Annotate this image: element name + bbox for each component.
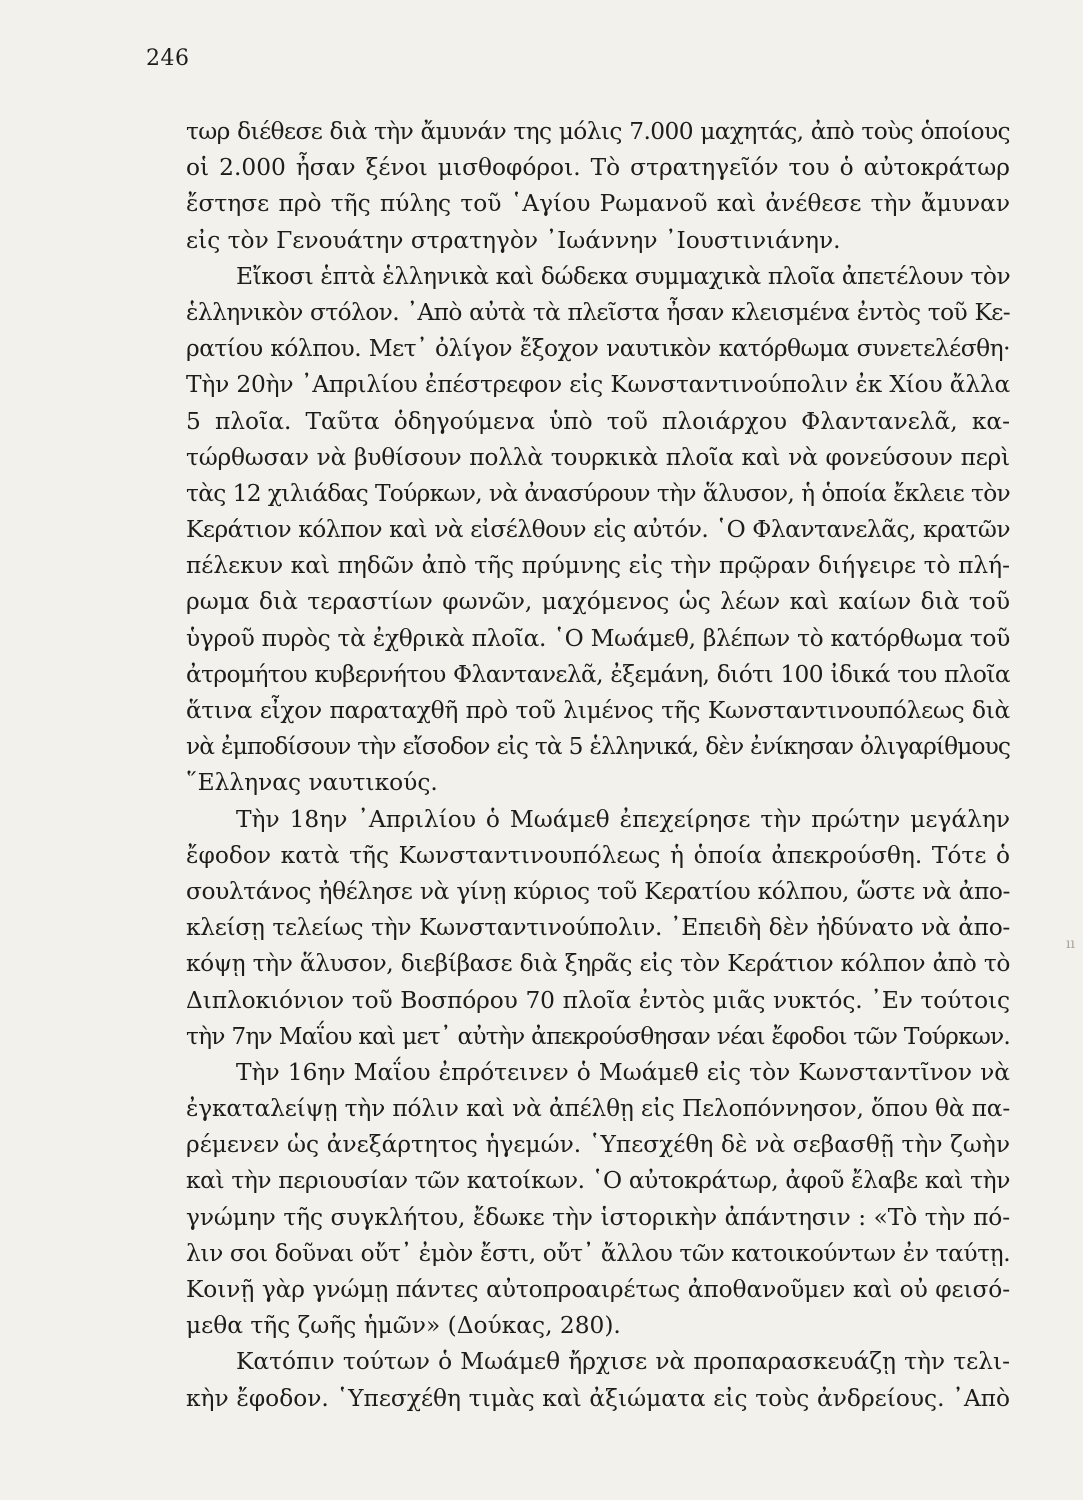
text-line: ὑγροῦ πυρὸς τὰ ἐχθρικὰ πλοῖα. ῾Ο Μωάμεθ, βλέπων τὸ κατόρθωμα τοῦ xyxy=(186,624,1010,652)
text-line: Κατόπιν τούτων ὁ Μωάμεθ ἤρχισε νὰ προπαρασκευάζῃ τὴν τελι- xyxy=(236,1348,1010,1376)
page-number: 246 xyxy=(146,46,190,71)
text-line: Τὴν 18ην ᾿Απριλίου ὁ Μωάμεθ ἐπεχείρησε τὴν πρώτην μεγάλην xyxy=(236,805,1010,833)
text-line: τώρθωσαν νὰ βυθίσουν πολλὰ τουρκικὰ πλοῖα καὶ νὰ φονεύσουν περὶ xyxy=(186,443,1010,471)
text-line: ρατίου κόλπου. Μετ᾿ ὀλίγον ἔξοχον ναυτικὸν κατόρθωμα συνετελέσθη· xyxy=(186,335,1010,363)
text-line: 5 πλοῖα. Ταῦτα ὁδηγούμενα ὑπὸ τοῦ πλοιάρχου Φλαντανελᾶ, κα- xyxy=(186,407,1010,435)
text-line: Τὴν 16ην Μαΐου ἐπρότεινεν ὁ Μωάμεθ εἰς τὸν Κωνσταντῖνον νὰ xyxy=(236,1058,1010,1086)
text-line: κόψῃ τὴν ἅλυσον, διεβίβασε διὰ ξηρᾶς εἰς τὸν Κεράτιον κόλπον ἀπὸ τὸ xyxy=(186,950,1010,978)
text-line: εἰς τὸν Γενουάτην στρατηγὸν ᾿Ιωάννην ᾿Ιουστινιάνην. xyxy=(186,226,841,254)
text-line: ρέμενεν ὡς ἀνεξάρτητος ἡγεμών. ῾Υπεσχέθη δὲ νὰ σεβασθῇ τὴν ζωὴν xyxy=(186,1131,1010,1159)
text-line: γνώμην τῆς συγκλήτου, ἔδωκε τὴν ἱστορικὴν ἀπάντησιν : «Τὸ τὴν πό- xyxy=(186,1203,1010,1231)
text-line: κὴν ἔφοδον. ῾Υπεσχέθη τιμὰς καὶ ἀξιώματα εἰς τοὺς ἀνδρείους. ᾿Απὸ xyxy=(186,1384,1010,1412)
text-line: τωρ διέθεσε διὰ τὴν ἄμυνάν της μόλις 7.000 μαχητάς, ἀπὸ τοὺς ὁποίους xyxy=(186,118,1010,145)
text-line: ἑλληνικὸν στόλον. ᾿Απὸ αὐτὰ τὰ πλεῖστα ἦσαν κλεισμένα ἐντὸς τοῦ Κε- xyxy=(186,298,1010,326)
text-line: νὰ ἐμποδίσουν τὴν εἴσοδον εἰς τὰ 5 ἑλληνικά, δὲν ἐνίκησαν ὀλιγαρίθμους xyxy=(186,733,1010,761)
text-line: τὰς 12 χιλιάδας Τούρκων, νὰ ἀνασύρουν τὴν ἅλυσον, ἡ ὁποία ἔκλειε τὸν xyxy=(186,479,1010,507)
text-line: ἀτρομήτου κυβερνήτου Φλαντανελᾶ, ἐξεμάνη, διότι 100 ἰδικά του πλοῖα xyxy=(186,660,1010,688)
text-line: Διπλοκιόνιον τοῦ Βοσπόρου 70 πλοῖα ἐντὸς μιᾶς νυκτός. ᾿Εν τούτοις xyxy=(186,986,1010,1014)
text-line: σουλτάνος ἠθέλησε νὰ γίνῃ κύριος τοῦ Κερατίου κόλπου, ὥστε νὰ ἀπο- xyxy=(186,877,1010,905)
text-line: Τὴν 20ὴν ᾿Απριλίου ἐπέστρεφον εἰς Κωνσταντινούπολιν ἐκ Χίου ἄλλα xyxy=(186,371,1010,399)
text-line: τὴν 7ην Μαΐου καὶ μετ᾿ αὐτὴν ἀπεκρούσθησαν νέαι ἔφοδοι τῶν Τούρκων. xyxy=(186,1022,1010,1050)
text-line: λιν σοι δοῦναι οὔτ᾿ ἐμὸν ἔστι, οὔτ᾿ ἄλλου τῶν κατοικούντων ἐν ταύτῃ. xyxy=(186,1239,1011,1267)
text-line: ἅτινα εἶχον παραταχθῆ πρὸ τοῦ λιμένος τῆς Κωνσταντινουπόλεως διὰ xyxy=(186,697,1010,724)
margin-mark: ıı xyxy=(1066,936,1075,952)
text-line: ρωμα διὰ τεραστίων φωνῶν, μαχόμενος ὡς λέων καὶ καίων διὰ τοῦ xyxy=(186,588,1010,616)
text-line: Κεράτιον κόλπον καὶ νὰ εἰσέλθουν εἰς αὐτόν. ῾Ο Φλαντανελᾶς, κρατῶν xyxy=(186,516,1010,544)
text-line: Εἴκοσι ἑπτὰ ἑλληνικὰ καὶ δώδεκα συμμαχικὰ πλοῖα ἀπετέλουν τὸν xyxy=(236,262,1011,290)
text-line: καὶ τὴν περιουσίαν τῶν κατοίκων. ῾Ο αὐτοκράτωρ, ἀφοῦ ἔλαβε καὶ τὴν xyxy=(186,1167,1010,1195)
text-line: ἔφοδον κατὰ τῆς Κωνσταντινουπόλεως ἡ ὁποία ἀπεκρούσθη. Τότε ὁ xyxy=(186,841,1010,869)
text-line: ἔστησε πρὸ τῆς πύλης τοῦ ῾Αγίου Ρωμανοῦ καὶ ἀνέθεσε τὴν ἄμυναν xyxy=(186,190,1010,218)
text-line: οἱ 2.000 ἦσαν ξένοι μισθοφόροι. Τὸ στρατηγεῖόν του ὁ αὐτοκράτωρ xyxy=(186,154,1010,182)
text-line: Κοινῇ γὰρ γνώμῃ πάντες αὐτοπροαιρέτως ἀποθανοῦμεν καὶ οὐ φεισό- xyxy=(186,1276,1010,1303)
body-text xyxy=(186,114,1010,1417)
text-line: ῞Ελληνας ναυτικούς. xyxy=(186,769,438,797)
text-line: ἐγκαταλείψῃ τὴν πόλιν καὶ νὰ ἀπέλθῃ εἰς Πελοπόννησον, ὅπου θὰ πα- xyxy=(186,1095,1010,1123)
text-line: κλείσῃ τελείως τὴν Κωνσταντινούπολιν. ᾿Επειδὴ δὲν ἠδύνατο νὰ ἀπο- xyxy=(186,914,1010,942)
text-line: μεθα τῆς ζωῆς ἡμῶν» (Δούκας, 280). xyxy=(186,1312,621,1340)
text-line: πέλεκυν καὶ πηδῶν ἀπὸ τῆς πρύμνης εἰς τὴν πρῷραν διήγειρε τὸ πλή- xyxy=(186,552,1010,580)
